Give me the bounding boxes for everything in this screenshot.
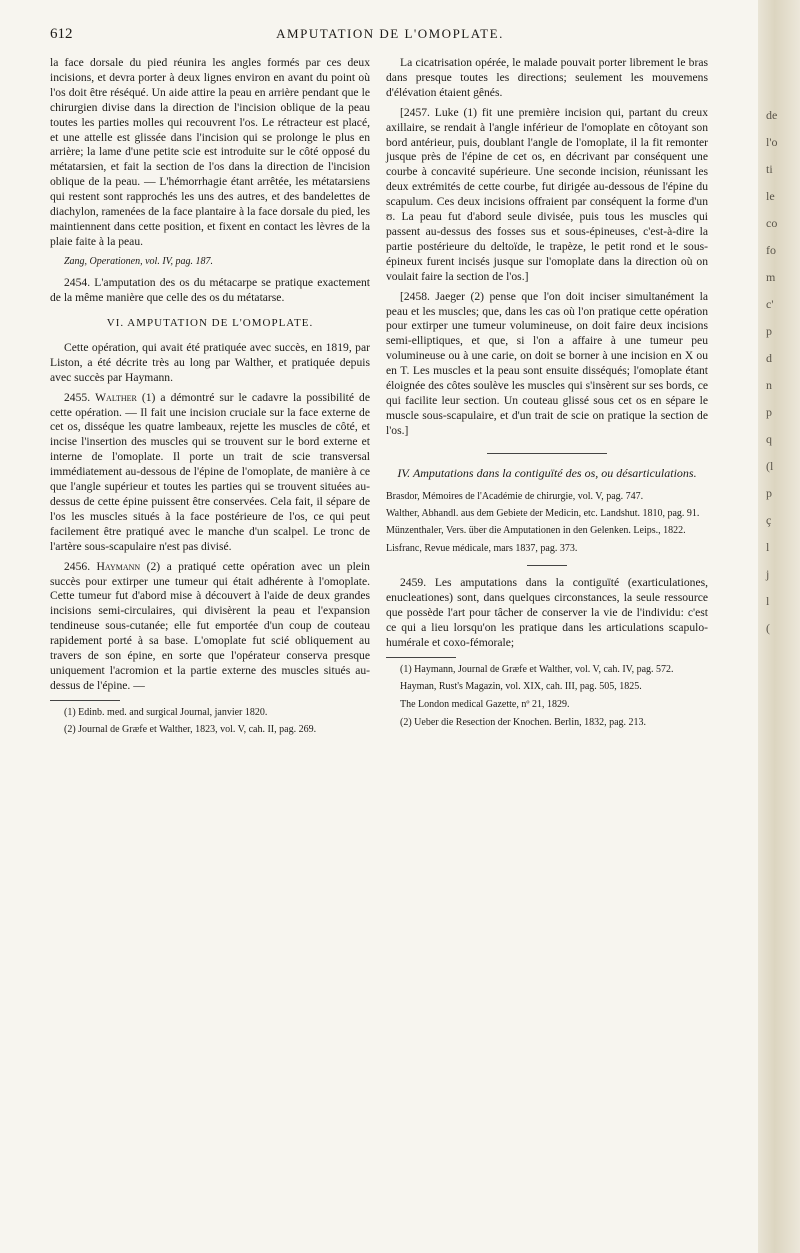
footnote-r1: (1) Haymann, Journal de Græfe et Walther, vol. V, cah. IV, pag. 572.: [400, 663, 674, 675]
subsection-title: IV. Amputations dans la contiguïté des os, ou désarticulations.: [397, 465, 697, 480]
edge-fragment: n: [766, 378, 772, 392]
page-number: 612: [50, 26, 73, 42]
footnote-rule: [50, 700, 120, 701]
footnote-1: (1) Edinb. med. and surgical Journal, janvier 1820.: [64, 706, 268, 718]
edge-fragment: (l: [766, 459, 774, 473]
edge-fragment: j: [766, 567, 770, 581]
paragraph-2456: 2456. Haymann (2) a pratiqué cette opération avec un plein succès pour extirper une tumeur qui était adhérente à l'omoplate. Cette tumeur fut d'abord mise à découvert à l'aide de deux grandes incisions semi-circulaires, qui divisèrent la peau et l'expansion tendineuse sous-cutanée; elle fut emportée d'un coup de couteau rapidement porté à sa base. L'omoplate fut scié obliquement au travers de son épine, en sorte que l'opérateur conserva presque uniquement l'acromion et la partie externe des muscles situés au-dessus de l'épine. —: [50, 559, 370, 692]
page-header: [50, 26, 730, 48]
footnote-r2: (2) Ueber die Resection der Knochen. Berlin, 1832, pag. 213.: [400, 716, 647, 728]
paragraph-2454: 2454. L'amputation des os du métacarpe se pratique exactement de la même manière que celle des os du métatarse.: [50, 276, 371, 305]
paragraph-2458: [2458. Jaeger (2) pense que l'on doit inciser simultanément la peau et les muscles; que, dans les cas où l'on pratique cette opération pour extirper une tumeur volumineuse, on doit faire deux incisions semi-elliptiques, et que, si l'on a affaire à une tumeur peu volumineuse ou à une carie, on doit se borner à une incision en X ou en T. Les muscles et la peau sont ensuite disséqués; l'omoplate étant éloignée des côtes soulève les muscles qui s'insèrent sur ses bords, ce qui facilite leur section. Un couteau glissé sous cet os en sépare le muscle sous-scapulaire, et d'un trait de scie on pratique la section de l'os.]: [386, 289, 708, 437]
paragraph-2459: 2459. Les amputations dans la contiguïté (exarticulationes, enucleationes) sont, dans quelques circonstances, la seule ressource que possède l'art pour tâcher de conserver la vie de l'individu: c'est ce qui a lieu lorsqu'on les pratique dans les articulations scapulo-humérale et coxo-fémorale;: [386, 576, 708, 649]
paragraph-2455: 2455. Walther (1) a démontré sur le cadavre la possibilité de cette opération. — Il fait une incision cruciale sur la face externe de cet os, disséque les quatre lambeaux, rejette les muscles de côté, et incise l'insertion des muscles qui se trouvent sur le bord externe et interne de l'omoplate. Il porte un trait de scie transversal immédiatement au-dessous de l'épine de l'omoplate, de manière à ce que l'angle supérieur et toutes les parties qui se trouvent situées au-dessus de cette épine puissent être conservées. Cela fait, il sépare de l'os les muscles situés à la face postérieure de l'os, ce qui peut facilement être pratiqué avec le manche d'un scalpel. Le tronc de l'artère sous-scapulaire n'est pas divisé.: [50, 390, 370, 553]
footnote-2: (2) Journal de Græfe et Walther, 1823, vol. V, cah. II, pag. 269.: [64, 724, 317, 736]
edge-fragment: ç: [766, 513, 772, 527]
edge-fragment: l: [766, 540, 770, 554]
section-title: VI. AMPUTATION DE L'OMOPLATE.: [106, 317, 314, 329]
edge-fragment: ti: [766, 162, 773, 176]
edge-fragment: c': [766, 297, 774, 311]
footnote-r1c: The London medical Gazette, nº 21, 1829.: [400, 699, 570, 710]
paragraph-intro: Cette opération, qui avait été pratiquée avec succès, en 1819, par Liston, a été décrite très au long par Walther, et pratiquée depuis avec succès par Haymann.: [50, 340, 370, 384]
edge-fragment: l'o: [766, 135, 778, 149]
edge-fragment: p: [766, 405, 772, 419]
small-divider: [527, 565, 567, 566]
edge-fragment: l: [766, 594, 770, 608]
paragraph-continued: la face dorsale du pied réunira les angles formés par ces deux incisions, et devra porter à deux lignes environ en avant du point où l'os doit être réséqué. Un aide attire la peau en arrière pendant que le chirurgien divise dans la direction de l'incision oblique de la peau toutes les parties molles qui recouvrent l'os. Le rétracteur est placé, et une attelle est glissée dans l'incision qui se prolonge le plus en arrière; la lame d'une petite scie est introduite sur le côté opposé du métatarsien, et fait la section de l'os dans la direction de l'incision oblique de la peau. — L'hémorrhagie étant arrêtée, les métatarsiens qui restent sont rapprochés les uns des autres, et des bandelettes de diachylon, ramenées de la face plantaire à la face dorsale du pied, les maintiennent dans cette position, et fixent en contact les lèvres de la plaie faite à la peau.: [50, 56, 370, 248]
reference-walther: Walther, Abhandl. aus dem Gebiete der Medicin, etc. Landshut. 1810, pag. 91.: [386, 508, 700, 520]
edge-fragment: p: [766, 486, 772, 500]
footnote-rule-right: [386, 657, 456, 658]
section-divider: [487, 453, 607, 454]
reference-zang: Zang, Operationen, vol. IV, pag. 187.: [64, 255, 213, 267]
edge-fragment: (: [766, 621, 770, 635]
edge-fragment: le: [766, 189, 775, 203]
right-column: [386, 56, 708, 734]
edge-fragment: de: [766, 108, 778, 122]
edge-fragment: p: [766, 324, 772, 338]
edge-fragment: d: [766, 351, 772, 365]
edge-fragment: co: [766, 216, 778, 230]
footnote-r1b: Hayman, Rust's Magazin, vol. XIX, cah. III, pag. 505, 1825.: [400, 681, 642, 693]
adjacent-page-edge: [758, 0, 800, 1253]
reference-lisfranc: Lisfranc, Revue médicale, mars 1837, pag. 373.: [386, 542, 578, 554]
paragraph-2457: [2457. Luke (1) fit une première incision qui, partant du creux axillaire, se rendait à l'angle inférieur de l'omoplate en côtoyant son bord antérieur, puis, doublant l'angle de l'omoplate, il la fit remonter jusque près de l'épine de cet os, en décrivant par conséquent une courbe à concavité supérieure. Une seconde incision, réunissant les deux extrémités de cette courbe, fut dirigée au-dessous de l'épine du scapulum. Ces deux incisions offraient par conséquent la forme d'un ʊ. La peau fut d'abord seule divisée, puis tous les muscles qui passent au-dessus des fosses sus et sous-épineuses, c'est-à-dire la partie postérieure du deltoïde, le trapèze, le petit rond et le sous-épineux furent incisés jusque sur l'omoplate dans la direction où on voulait faire la section de l'os.]: [386, 105, 708, 283]
edge-fragment: fo: [766, 243, 776, 257]
paragraph-cicatrisation: La cicatrisation opérée, le malade pouvait porter librement le bras dans presque toutes les directions; seulement les mouvemens d'élévation étaient gênés.: [386, 56, 708, 99]
edge-fragment: m: [766, 270, 776, 284]
edge-fragment: q: [766, 432, 772, 446]
reference-brasdor: Brasdor, Mémoires de l'Académie de chirurgie, vol. V, pag. 747.: [386, 490, 644, 502]
left-column: [50, 56, 370, 742]
reference-munzenthaler: Münzenthaler, Vers. über die Amputationen in den Gelenken. Leips., 1822.: [386, 525, 686, 537]
running-title: AMPUTATION DE L'OMOPLATE.: [276, 26, 504, 41]
